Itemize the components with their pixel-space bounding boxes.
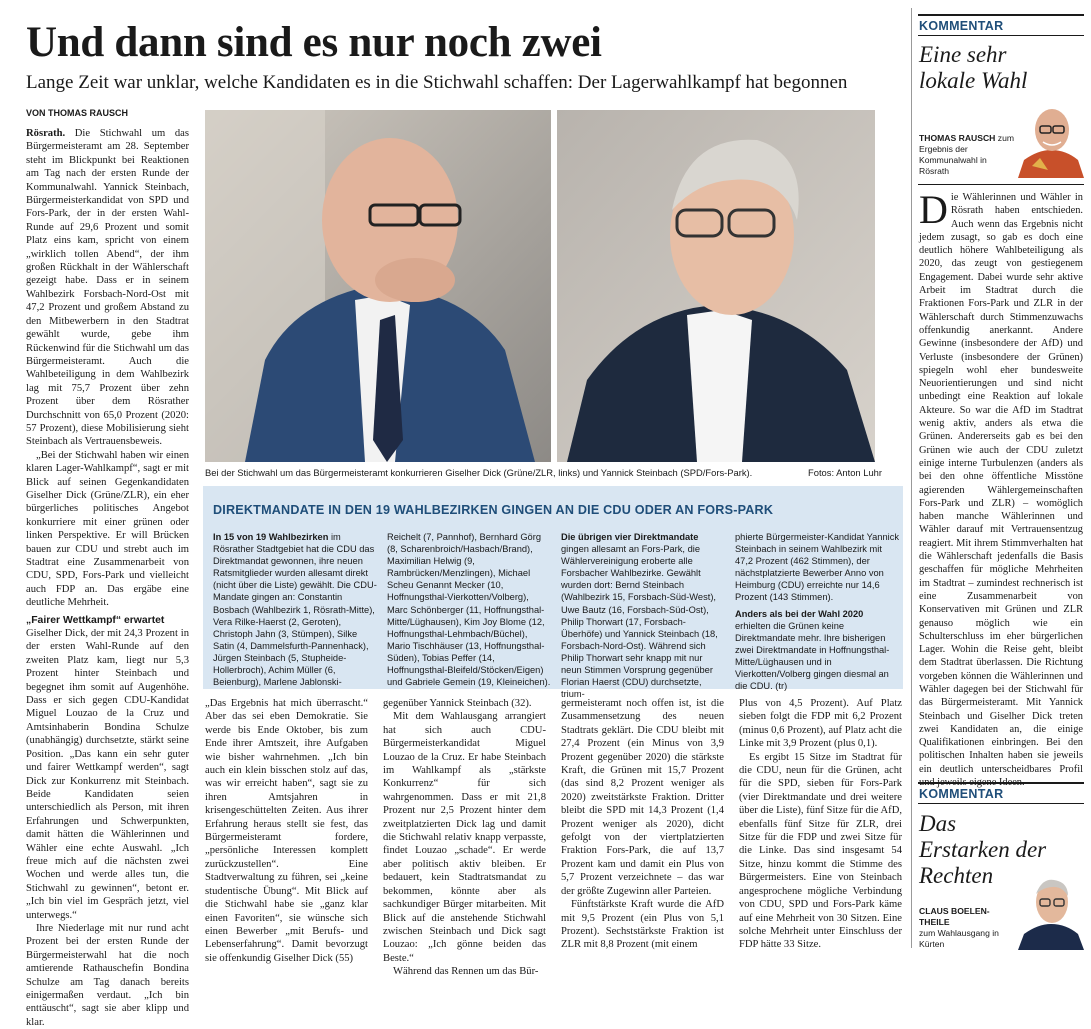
info-box-column-1 bbox=[213, 531, 377, 686]
info-box-lead: In 15 von 19 Wahlbezirken bbox=[213, 532, 329, 542]
author-name: THOMAS RAUSCH bbox=[919, 133, 996, 143]
paragraph: Plus von 4,5 Prozent). Auf Platz sieben folgt die FDP mit 6,2 Prozent (minus 0,6 Prozent), auf Platz acht die Linke mit 3,9 Prozent (plus 0,1). bbox=[739, 698, 902, 750]
author-note: zum Ergebnis der Kommunalwahl in Rösrath bbox=[919, 133, 1015, 176]
info-box-title: DIREKTMANDATE IN DEN 19 WAHLBEZIRKEN GINGEN AN DIE CDU ODER AN FORS-PARK bbox=[213, 503, 774, 517]
info-box-column-3 bbox=[561, 531, 725, 700]
subheadline: Lange Zeit war unklar, welche Kandidaten es in die Stichwahl schaffen: Der Lagerwahlkampf hat begonnen bbox=[26, 72, 848, 93]
portrait-image bbox=[1018, 872, 1084, 950]
author-photo-thomas-rausch bbox=[1018, 100, 1084, 178]
column-divider bbox=[911, 8, 912, 948]
headline: Und dann sind es nur noch zwei bbox=[26, 19, 602, 66]
byline: VON THOMAS RAUSCH bbox=[26, 108, 129, 118]
portrait-image bbox=[1018, 100, 1084, 178]
paragraph: „Das Ergebnis hat mich überrascht.“ Aber das sei eben Demokratie. Sie werde bis Ende Oktober, bis zum Ende ihrer Amtszeit, ihre Aufgaben wie bisher wahrnehmen. „Ich bin auch ein klein bisschen stolz auf das, was wir erreicht haben“, sagt sie zu ihren Amtsjahren in krisengeschüttelten Zeiten. Aus ihrer Erfahrung heraus stellt sie fest, das Bürgermeisteramt fordere, „persönliche Interessen komplett zurückzustellen“. Eine Stadtverwaltung zu führen, sei „keine studentische Übung“. Mit Blick auf die Stichwahl habe sie „ganz klar einen Favoriten“, sie wünsche sich einen Bewerber „mit Berufs- und Lebenserfahrung“. Damit bevorzugt sie offenkundig Giselher Dick (55) bbox=[205, 698, 368, 964]
paragraph: erhielten die Grünen keine Direktmandate mehr. Ihre bisherigen zwei Direktmandate in Hoffnungsthal-Mitte/Lüghausen und in Vierkotten/Volberg gingen diesmal an die CDU. (tr) bbox=[735, 620, 890, 692]
subheading: „Fairer Wettkampf“ erwartet bbox=[26, 614, 165, 626]
article-column-2 bbox=[205, 697, 368, 964]
paragraph: Reichelt (7, Pannhof), Bernhard Görg (8, Scharenbroich/Hasbach/Brand), Maximilian Helwig (9, Rambrücken/Menzlingen), Michael Scheu Genannt Mecker (10, Hoffnungsthal-Vierkotten/Volberg), Marc Schönberger (11, Hoffnungsthal-Mitte/Lüghausen), Kim Joy Blome (12, Hoffnungsthal-Lehmbach/Büchel), Mario Tischhäuser (13, Hoffnungsthal-Süden), Tobias Peffer (14, Hoffnungsthal-Bleifeld/Stöcken/Eigen) und Gabriele Gemein (19, Kleineichen). bbox=[387, 532, 551, 688]
paragraph: gingen allesamt an Fors-Park, die Wählervereinigung eroberte alle Forsbacher Wahlbezirke. Gewählt wurden dort: Bernd Steinbach (Wahlbezirk 15, Forsbach-Süd-West), Uwe Bautz (16, Forsbach-Süd-Ost), Philip Thorwart (17, Forsbach-Überhöfe) und Yannick Steinbach (18, Forsbach-Nord-Ost). Während sich Philip Thorwart sehr knapp mit nur neun Stimmen Vorsprung gegenüber Florian Haerst (CDU) durchsetzte, trium- bbox=[561, 544, 718, 700]
author-photo-claus-boelen-theile bbox=[1018, 872, 1084, 950]
article-column-1 bbox=[26, 127, 189, 1028]
paragraph: Ihre Niederlage mit nur rund acht Prozent bei der ersten Runde der Bürgermeisterwahl hat die noch amtierende Rathauschefin Bondina Schulze am Tag danach bereits einigermaßen verdaut. „Ich bin enttäuscht“, sagt sie aber klipp und klar. bbox=[26, 922, 189, 1028]
info-box-subheading: Die übrigen vier Direktmandate bbox=[561, 532, 699, 542]
kommentar-label: KOMMENTAR bbox=[919, 787, 1004, 801]
paragraph: gegenüber Yannick Steinbach (32). bbox=[383, 698, 532, 709]
author-credit bbox=[919, 133, 1016, 177]
info-box-column-2 bbox=[387, 531, 551, 686]
paragraph: Fünftstärkste Kraft wurde die AfD mit 9,5 Prozent (ein Plus von 5,1 Prozent). Sechststärkste Fraktion ist ZLR mit 8,8 Prozent (mit einem bbox=[561, 899, 724, 951]
paragraph: Es ergibt 15 Sitze im Stadtrat für die CDU, neun für die Grünen, acht für die SPD, sieben für Fors-Park (vier Direktmandate und drei weitere über die Liste), fünf Sitze für die AfD, ebenfalls fünf Sitze für ZLR, drei Sitze für die FDP und zwei Sitze für die Linke. Das sind insgesamt 54 Sitze, hinzu kommt die Stimme des Bürgermeisters. Eine von Steinbach angesprochene mögliche Verbindung von CDU, SPD und Fors-Park käme auf eine Mehrheit von 30 Sitzen. Eine solche Mehrheit unter Einschluss der FDP hätte 33 Sitze. bbox=[739, 751, 902, 951]
kommentar-title: Das Erstarken der Rechten bbox=[919, 811, 1047, 888]
paragraph: „Bei der Stichwahl haben wir einen klaren Lager-Wahlkampf“, sagt er mit Blick auf seinen Gegenkandidaten Giselher Dick (Grüne/ZLR), ein eher bürgerliches politisches Angebot konkurriere mit einer grünen oder linken Perspektive. Er will Brücken bauen zur CDU und strebt auch im Stadtrat eine Zusammenarbeit von CDU, SPD, Fors-Park und vielleicht auch FDP an. Das ergäbe eine deutliche Mehrheit. bbox=[26, 449, 189, 609]
author-name: CLAUS BOELEN-THEILE bbox=[919, 906, 990, 927]
dateline: Rösrath. bbox=[26, 128, 66, 139]
kommentar-text bbox=[919, 187, 1083, 775]
info-box-column-4 bbox=[735, 531, 899, 692]
section-rule bbox=[918, 184, 1084, 185]
author-note: zum Wahlausgang in Kürten bbox=[919, 928, 999, 949]
paragraph: ie Wählerinnen und Wähler in Rösrath haben entschieden. Auch wenn das Ergebnis nicht jedem zusagt, so gab es doch eine deutlich höhere Wahlbeteiligung als 2020, das zeugt von gestiegenem Engagement. Dabei wurde sehr aktive Arbeit im Stadtrat durch die Fraktionen Fors-Park und ZLR in der Wählerschaft durch Stimmenzuwachs offenkundig anerkannt. Andere Gewinne (insbesondere der AfD) und Verluste (insbesondere der Grünen) spiegeln wohl eher bundesweite Neuorientierungen und sind nicht unbedingt eine Reaktion auf lokale Akteure. So war die AfD im Stadtrat wenig aktiv, anders als etwa die Grünen. Andererseits gab es bei den Grünen wie auch der CDU zuletzt einige interne Turbulenzen (anders als bei den ohne öffentliche Misstöne agierenden Wählergemeinschaften Fors-Park und ZLR) – womöglich haben manche Wählerinnen und Wähler darauf mit Vertrauensentzug reagiert. Mit ihrem Stimmverhalten hat die Wählerschaft jedenfalls die Basis geschaffen für mögliche Mehrheiten im Stadtrat – zumindest rechnerisch ist eine Zusammenarbeit von Konservativen mit Grünen und ZLR genauso möglich wie ein Schulterschluss im eher bürgerlichen Lager. Wohin die Reise geht, bleibt dem Stadtrat überlassen. Die Richtung vorgeben können die Wählerinnen und Wähler dagegen bei der Stichwahl für das Bürgermeisteramt. Mit Yannick Steinbach und Giselher Dick treten zwei Kandidaten an, die einige Qualifikationen einbringen. Bei den politischen Inhalten haben sie jeweils ein deutlich unterscheidbares Profil bbox=[919, 192, 1083, 775]
photo-caption: Bei der Stichwahl um das Bürgermeisteramt konkurrieren Giselher Dick (Grüne/ZLR, links) und Yannick Steinbach (SPD/Fors-Park). bbox=[205, 467, 753, 478]
article-column-5 bbox=[739, 697, 902, 950]
section-rule bbox=[918, 803, 1084, 804]
kommentar-label: KOMMENTAR bbox=[919, 19, 1004, 33]
portrait-image bbox=[557, 110, 875, 462]
photo-credit: Fotos: Anton Luhr bbox=[808, 467, 883, 478]
section-rule bbox=[918, 782, 1084, 784]
section-rule bbox=[918, 35, 1084, 36]
photo-giselher-dick bbox=[205, 110, 551, 462]
article-column-3 bbox=[383, 697, 546, 978]
paragraph: Die Stichwahl um das Bürgermeisteramt am 28. September steht im Blickpunkt bei Reaktionen am Tag nach der ersten Runde der Kommunalwahl. Yannick Steinbach, Bürgermeisterkandidat von SPD und Fors-Park, der in der ersten Wahl-Runde auf 29,6 Prozent und somit Platz eins kam, spricht von einem „wirklich tollen Abend“, der ihm großen Rückhalt in der Wählerschaft gezeigt habe. Dass er in seinem Wahlbezirk Forsbach-Nord-Ost mit 47,2 Prozent und großem Abstand zu den Mitbewerbern in den Stadtrat gewählt wurde, gebe ihm Rückenwind für die Stichwahl um das Bürgermeisteramt. Auch die Wahlbeteiligung in dem Wahlbezirk lag mit 75,7 Prozent über zehn Prozent über dem Rösrather Durchschnitt von 65,0 Prozent (2020: 57 Prozent), diese Mobilisierung sieht Steinbach als Vertrauensbeweis. bbox=[26, 128, 189, 448]
kommentar-title: Eine sehr lokale Wahl bbox=[919, 42, 1028, 93]
paragraph: Giselher Dick, der mit 24,3 Prozent in der ersten Wahl-Runde auf den zweiten Platz kam, liegt nur 5,3 Prozent hinter Steinbach und begegnet ihm somit auf Augenhöhe. Dass er sich gegen CDU-Kandidat Miguel Louzao de la Cruz und Amtsinhaberin Bondina Schulze (unabhängig) durchsetzte, stärkt seine Position. „Das kann ein sehr guter und fairer Wettkampf werden“, sagt Dick zur Konkurrenz mit Steinbach. Beide Kandidaten seien unterschiedlich als Person, mit ihren Erfahrungen und Schwerpunkten, damit hätten die Wählerinnen und Wähler eine echte Auswahl. „Ich freue mich auf die nächsten zwei Wochen und werde alles tun, die Stichwahl zu gewinnen“, betont er. „Ich bin viel im Gespräch jetzt, viel unterwegs.“ bbox=[26, 628, 189, 921]
author-credit bbox=[919, 906, 1016, 950]
dropcap: D bbox=[919, 187, 948, 232]
photo-yannick-steinbach bbox=[557, 110, 875, 462]
paragraph: Mit dem Wahlausgang arrangiert hat sich auch CDU-Bürgermeisterkandidat Miguel Louzao de la Cruz. Er habe Steinbach im Wahlkampf als „stärkste Konkurrenz“ für sich wahrgenommen. Dass er mit 21,8 Prozent nur 2,5 Prozent hinter dem zweitplatzierten Dick lag und damit die Stichwahl relativ knapp verpasste, findet Louzao „schade“. Er werde aber politisch aktiv bleiben. Er bedauert, kein Stadtratsmandat zu bekommen, könnte aber als sachkundiger Bürger mitarbeiten. Mit Blick auf die anstehende Stichwahl zwischen Steinbach und Dick sagt Louzao: „Ich gönne beiden das Beste.“ bbox=[383, 711, 546, 964]
paragraph: im Rösrather Stadtgebiet hat die CDU das Direktmandat gewonnen, ihre neuen Ratsmitglieder wurden allesamt direkt (nicht über die Liste) gewählt. Die CDU-Mandate gingen an: Constantin Bosbach (Wahlbezirk 1, Rösrath-Mitte), Vera Rilke-Haerst (2, Geroten), Christoph Jahn (3, Stümpen), Silke Satin (4, Dammelsfurth-Pannenhack), Jürgen Steinbach (5, Stupheide-Hollerbroch), Achim Müller (6, Beienburg), Marlene Jablonski- bbox=[213, 532, 377, 688]
info-box-subheading: Anders als bei der Wahl 2020 bbox=[735, 608, 864, 619]
section-rule bbox=[918, 14, 1084, 16]
portrait-image bbox=[205, 110, 551, 462]
paragraph: Während das Rennen um das Bür- bbox=[393, 966, 539, 978]
paragraph: phierte Bürgermeister-Kandidat Yannick Steinbach in seinem Wahlbezirk mit 47,2 Prozent (462 Stimmen), der nächstplatzierte Bewerber Anno von Heimburg (CDU) erreichte nur 14,6 Prozent (143 Stimmen). bbox=[735, 532, 899, 603]
paragraph: germeisteramt noch offen ist, ist die Zusammensetzung des neuen Stadtrats geklärt. Die CDU bleibt mit 27,4 Prozent (ein Minus von 3,9 Prozent gegenüber 2020) die stärkste Kraft, die Grünen mit 15,7 Prozent (das sind 8,2 Prozent weniger als 2020) zweitstärkste Fraktion. Dritter bleibt die SPD mit 14,3 Prozent (1,4 Prozent weniger als 2020), dicht gefolgt von der viertplatzierten Fraktion Fors-Park, die auf 13,7 Prozent kam und damit ein Plus von 5,7 Prozent verzeichnete – das war der größte Zugewinn aller Parteien. bbox=[561, 698, 724, 897]
article-column-4 bbox=[561, 697, 724, 950]
